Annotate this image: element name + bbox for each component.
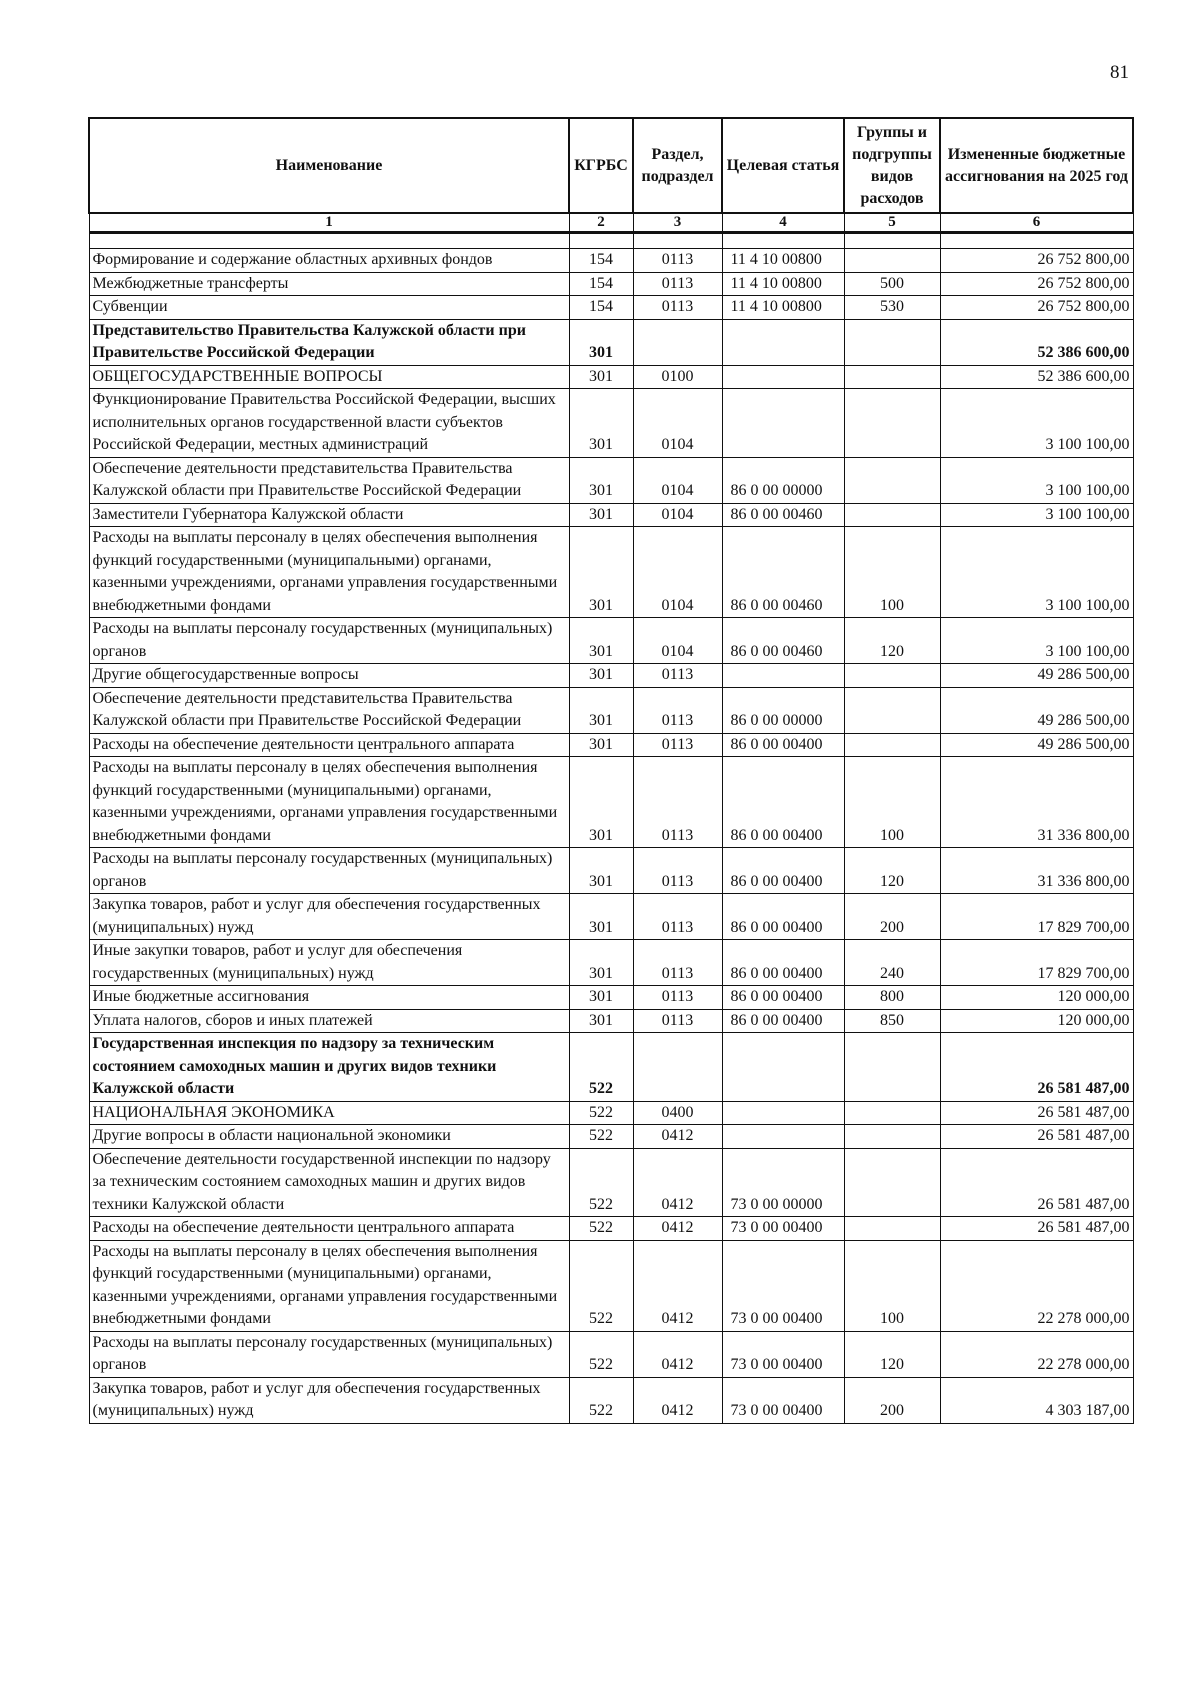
cell-group: 850 xyxy=(844,1009,940,1033)
cell-kgrbs: 522 xyxy=(569,1125,633,1149)
cell-amount: 26 752 800,00 xyxy=(940,249,1133,273)
cell-group xyxy=(844,1033,940,1102)
cell-razdel: 0113 xyxy=(633,687,722,733)
table-row xyxy=(89,1101,1133,1125)
cell-razdel: 0113 xyxy=(633,272,722,296)
cell-kgrbs: 522 xyxy=(569,1101,633,1125)
cell-group: 100 xyxy=(844,527,940,618)
table-row xyxy=(89,527,1133,618)
cell-kgrbs: 301 xyxy=(569,319,633,365)
cell-razdel: 0113 xyxy=(633,733,722,757)
cell-group: 200 xyxy=(844,894,940,940)
spacer-cell xyxy=(722,233,844,249)
cell-name: Формирование и содержание областных архивных фондов xyxy=(89,249,569,273)
table-row xyxy=(89,986,1133,1010)
cell-statya: 73 0 00 00400 xyxy=(722,1217,844,1241)
table-body xyxy=(89,233,1133,1424)
cell-group xyxy=(844,1148,940,1217)
cell-amount: 49 286 500,00 xyxy=(940,664,1133,688)
cell-name: Заместители Губернатора Калужской области xyxy=(89,503,569,527)
cell-group: 240 xyxy=(844,940,940,986)
cell-amount: 17 829 700,00 xyxy=(940,940,1133,986)
cell-amount: 22 278 000,00 xyxy=(940,1240,1133,1331)
header-statya: Целевая статья xyxy=(722,118,844,213)
header-amount: Измененные бюджетные ассигнования на 2025 год xyxy=(940,118,1133,213)
cell-group xyxy=(844,664,940,688)
page-number: 81 xyxy=(1110,62,1129,83)
cell-kgrbs: 522 xyxy=(569,1377,633,1423)
cell-kgrbs: 301 xyxy=(569,389,633,458)
cell-statya xyxy=(722,1033,844,1102)
spacer-cell xyxy=(89,233,569,249)
table-row xyxy=(89,1125,1133,1149)
cell-kgrbs: 301 xyxy=(569,986,633,1010)
cell-razdel: 0412 xyxy=(633,1331,722,1377)
column-number: 5 xyxy=(844,213,940,233)
table-row xyxy=(89,1331,1133,1377)
cell-name: Представительство Правительства Калужской области при Правительстве Российской Федерации xyxy=(89,319,569,365)
cell-statya: 86 0 00 00400 xyxy=(722,894,844,940)
cell-name: НАЦИОНАЛЬНАЯ ЭКОНОМИКА xyxy=(89,1101,569,1125)
table-row xyxy=(89,1009,1133,1033)
cell-amount: 49 286 500,00 xyxy=(940,687,1133,733)
cell-name: Расходы на выплаты персоналу государственных (муниципальных) органов xyxy=(89,618,569,664)
cell-amount: 26 581 487,00 xyxy=(940,1101,1133,1125)
table-row xyxy=(89,1148,1133,1217)
cell-name: ОБЩЕГОСУДАРСТВЕННЫЕ ВОПРОСЫ xyxy=(89,365,569,389)
cell-razdel: 0113 xyxy=(633,940,722,986)
cell-group xyxy=(844,687,940,733)
cell-name: Расходы на выплаты персоналу государственных (муниципальных) органов xyxy=(89,1331,569,1377)
cell-statya: 86 0 00 00000 xyxy=(722,687,844,733)
cell-amount: 52 386 600,00 xyxy=(940,319,1133,365)
table-row xyxy=(89,664,1133,688)
cell-group xyxy=(844,1101,940,1125)
header-name: Наименование xyxy=(89,118,569,213)
cell-kgrbs: 301 xyxy=(569,503,633,527)
cell-statya xyxy=(722,1125,844,1149)
cell-kgrbs: 522 xyxy=(569,1240,633,1331)
cell-group: 100 xyxy=(844,757,940,848)
cell-group xyxy=(844,733,940,757)
table-row xyxy=(89,272,1133,296)
cell-razdel: 0113 xyxy=(633,848,722,894)
cell-kgrbs: 301 xyxy=(569,733,633,757)
cell-group: 500 xyxy=(844,272,940,296)
cell-kgrbs: 301 xyxy=(569,757,633,848)
cell-amount: 31 336 800,00 xyxy=(940,848,1133,894)
cell-name: Закупка товаров, работ и услуг для обеспечения государственных (муниципальных) нужд xyxy=(89,1377,569,1423)
cell-amount: 3 100 100,00 xyxy=(940,389,1133,458)
cell-razdel: 0100 xyxy=(633,365,722,389)
cell-name: Другие общегосударственные вопросы xyxy=(89,664,569,688)
cell-razdel: 0113 xyxy=(633,664,722,688)
cell-amount: 26 581 487,00 xyxy=(940,1217,1133,1241)
cell-kgrbs: 301 xyxy=(569,940,633,986)
cell-statya: 86 0 00 00000 xyxy=(722,457,844,503)
cell-kgrbs: 154 xyxy=(569,249,633,273)
cell-razdel: 0104 xyxy=(633,457,722,503)
cell-amount: 4 303 187,00 xyxy=(940,1377,1133,1423)
table-row xyxy=(89,1217,1133,1241)
cell-razdel: 0113 xyxy=(633,1009,722,1033)
table-row xyxy=(89,296,1133,320)
cell-statya: 86 0 00 00460 xyxy=(722,618,844,664)
cell-name: Уплата налогов, сборов и иных платежей xyxy=(89,1009,569,1033)
cell-group xyxy=(844,457,940,503)
table-row xyxy=(89,319,1133,365)
cell-amount: 52 386 600,00 xyxy=(940,365,1133,389)
column-number: 3 xyxy=(633,213,722,233)
cell-name: Другие вопросы в области национальной экономики xyxy=(89,1125,569,1149)
cell-razdel: 0104 xyxy=(633,503,722,527)
cell-kgrbs: 301 xyxy=(569,664,633,688)
cell-statya: 86 0 00 00400 xyxy=(722,733,844,757)
cell-name: Закупка товаров, работ и услуг для обеспечения государственных (муниципальных) нужд xyxy=(89,894,569,940)
cell-amount: 17 829 700,00 xyxy=(940,894,1133,940)
cell-group: 530 xyxy=(844,296,940,320)
cell-razdel: 0113 xyxy=(633,757,722,848)
column-number: 1 xyxy=(89,213,569,233)
cell-kgrbs: 301 xyxy=(569,618,633,664)
cell-group xyxy=(844,503,940,527)
cell-statya: 11 4 10 00800 xyxy=(722,249,844,273)
cell-razdel: 0113 xyxy=(633,249,722,273)
cell-statya xyxy=(722,319,844,365)
cell-statya: 86 0 00 00400 xyxy=(722,757,844,848)
cell-statya: 86 0 00 00400 xyxy=(722,940,844,986)
cell-amount: 3 100 100,00 xyxy=(940,457,1133,503)
cell-name: Расходы на выплаты персоналу в целях обеспечения выполнения функций государственными (муниципальными) органами, казенными учреждениями, органами управления государственными внебюджетными фондами xyxy=(89,527,569,618)
cell-statya: 73 0 00 00000 xyxy=(722,1148,844,1217)
cell-kgrbs: 301 xyxy=(569,365,633,389)
table-row xyxy=(89,757,1133,848)
cell-kgrbs: 301 xyxy=(569,457,633,503)
cell-name: Расходы на выплаты персоналу в целях обеспечения выполнения функций государственными (муниципальными) органами, казенными учреждениями, органами управления государственными внебюджетными фондами xyxy=(89,757,569,848)
cell-kgrbs: 522 xyxy=(569,1217,633,1241)
cell-name: Обеспечение деятельности представительства Правительства Калужской области при Правительстве Российской Федерации xyxy=(89,457,569,503)
cell-name: Расходы на обеспечение деятельности центрального аппарата xyxy=(89,733,569,757)
cell-name: Расходы на обеспечение деятельности центрального аппарата xyxy=(89,1217,569,1241)
header-razdel: Раздел, подраздел xyxy=(633,118,722,213)
table-row xyxy=(89,940,1133,986)
cell-name: Обеспечение деятельности государственной инспекции по надзору за техническим состоянием самоходных машин и других видов техники Калужской области xyxy=(89,1148,569,1217)
cell-amount: 31 336 800,00 xyxy=(940,757,1133,848)
table-row xyxy=(89,1240,1133,1331)
cell-name: Иные закупки товаров, работ и услуг для обеспечения государственных (муниципальных) нужд xyxy=(89,940,569,986)
cell-razdel: 0412 xyxy=(633,1125,722,1149)
cell-name: Функционирование Правительства Российской Федерации, высших исполнительных органов государственной власти субъектов Российской Федерации, местных администраций xyxy=(89,389,569,458)
cell-group xyxy=(844,365,940,389)
cell-group: 120 xyxy=(844,618,940,664)
table-row xyxy=(89,618,1133,664)
cell-statya: 73 0 00 00400 xyxy=(722,1331,844,1377)
cell-group xyxy=(844,249,940,273)
cell-kgrbs: 301 xyxy=(569,848,633,894)
cell-amount: 22 278 000,00 xyxy=(940,1331,1133,1377)
header-groups: Группы и подгруппы видов расходов xyxy=(844,118,940,213)
spacer-cell xyxy=(633,233,722,249)
cell-razdel: 0113 xyxy=(633,296,722,320)
cell-amount: 26 752 800,00 xyxy=(940,272,1133,296)
table-row xyxy=(89,687,1133,733)
cell-name: Государственная инспекция по надзору за техническим состоянием самоходных машин и других видов техники Калужской области xyxy=(89,1033,569,1102)
table-row xyxy=(89,503,1133,527)
cell-group: 100 xyxy=(844,1240,940,1331)
cell-kgrbs: 301 xyxy=(569,687,633,733)
cell-razdel xyxy=(633,319,722,365)
cell-razdel: 0104 xyxy=(633,389,722,458)
cell-statya: 73 0 00 00400 xyxy=(722,1240,844,1331)
cell-name: Обеспечение деятельности представительства Правительства Калужской области при Правительстве Российской Федерации xyxy=(89,687,569,733)
cell-name: Межбюджетные трансферты xyxy=(89,272,569,296)
cell-amount: 26 581 487,00 xyxy=(940,1125,1133,1149)
cell-razdel: 0113 xyxy=(633,894,722,940)
cell-statya xyxy=(722,389,844,458)
cell-statya: 11 4 10 00800 xyxy=(722,272,844,296)
cell-kgrbs: 154 xyxy=(569,272,633,296)
cell-statya xyxy=(722,1101,844,1125)
table-row xyxy=(89,389,1133,458)
cell-kgrbs: 522 xyxy=(569,1331,633,1377)
cell-statya: 73 0 00 00400 xyxy=(722,1377,844,1423)
cell-group xyxy=(844,389,940,458)
cell-razdel: 0412 xyxy=(633,1148,722,1217)
cell-razdel: 0412 xyxy=(633,1217,722,1241)
header-kgrbs: КГРБС xyxy=(569,118,633,213)
cell-statya: 86 0 00 00400 xyxy=(722,848,844,894)
cell-group xyxy=(844,1217,940,1241)
cell-kgrbs: 301 xyxy=(569,1009,633,1033)
cell-name: Иные бюджетные ассигнования xyxy=(89,986,569,1010)
cell-kgrbs: 154 xyxy=(569,296,633,320)
spacer-cell xyxy=(844,233,940,249)
cell-statya xyxy=(722,365,844,389)
cell-razdel: 0400 xyxy=(633,1101,722,1125)
table-row xyxy=(89,1377,1133,1423)
cell-razdel: 0113 xyxy=(633,986,722,1010)
cell-statya: 86 0 00 00460 xyxy=(722,527,844,618)
cell-group: 120 xyxy=(844,1331,940,1377)
cell-name: Расходы на выплаты персоналу в целях обеспечения выполнения функций государственными (муниципальными) органами, казенными учреждениями, органами управления государственными внебюджетными фондами xyxy=(89,1240,569,1331)
budget-table xyxy=(88,117,1134,1424)
cell-amount: 120 000,00 xyxy=(940,986,1133,1010)
cell-statya: 86 0 00 00400 xyxy=(722,1009,844,1033)
cell-amount: 120 000,00 xyxy=(940,1009,1133,1033)
header-row xyxy=(89,118,1133,213)
cell-razdel: 0104 xyxy=(633,527,722,618)
cell-amount: 26 581 487,00 xyxy=(940,1033,1133,1102)
cell-amount: 26 581 487,00 xyxy=(940,1148,1133,1217)
cell-group: 800 xyxy=(844,986,940,1010)
column-number: 2 xyxy=(569,213,633,233)
table-row xyxy=(89,249,1133,273)
cell-kgrbs: 301 xyxy=(569,894,633,940)
spacer-cell xyxy=(940,233,1133,249)
cell-name: Субвенции xyxy=(89,296,569,320)
cell-group xyxy=(844,319,940,365)
column-number-row xyxy=(89,213,1133,233)
cell-amount: 26 752 800,00 xyxy=(940,296,1133,320)
cell-kgrbs: 522 xyxy=(569,1148,633,1217)
cell-group: 200 xyxy=(844,1377,940,1423)
cell-kgrbs: 522 xyxy=(569,1033,633,1102)
cell-razdel: 0412 xyxy=(633,1240,722,1331)
cell-statya: 86 0 00 00400 xyxy=(722,986,844,1010)
cell-amount: 3 100 100,00 xyxy=(940,618,1133,664)
spacer-row xyxy=(89,233,1133,249)
table-row xyxy=(89,894,1133,940)
table-row xyxy=(89,365,1133,389)
spacer-cell xyxy=(569,233,633,249)
cell-amount: 49 286 500,00 xyxy=(940,733,1133,757)
table-row xyxy=(89,457,1133,503)
cell-amount: 3 100 100,00 xyxy=(940,527,1133,618)
cell-statya xyxy=(722,664,844,688)
cell-amount: 3 100 100,00 xyxy=(940,503,1133,527)
cell-group xyxy=(844,1125,940,1149)
column-number: 6 xyxy=(940,213,1133,233)
cell-kgrbs: 301 xyxy=(569,527,633,618)
cell-statya: 86 0 00 00460 xyxy=(722,503,844,527)
cell-group: 120 xyxy=(844,848,940,894)
cell-razdel: 0104 xyxy=(633,618,722,664)
cell-razdel: 0412 xyxy=(633,1377,722,1423)
cell-name: Расходы на выплаты персоналу государственных (муниципальных) органов xyxy=(89,848,569,894)
cell-statya: 11 4 10 00800 xyxy=(722,296,844,320)
table-row xyxy=(89,1033,1133,1102)
cell-razdel xyxy=(633,1033,722,1102)
table-row xyxy=(89,733,1133,757)
table-row xyxy=(89,848,1133,894)
column-number: 4 xyxy=(722,213,844,233)
